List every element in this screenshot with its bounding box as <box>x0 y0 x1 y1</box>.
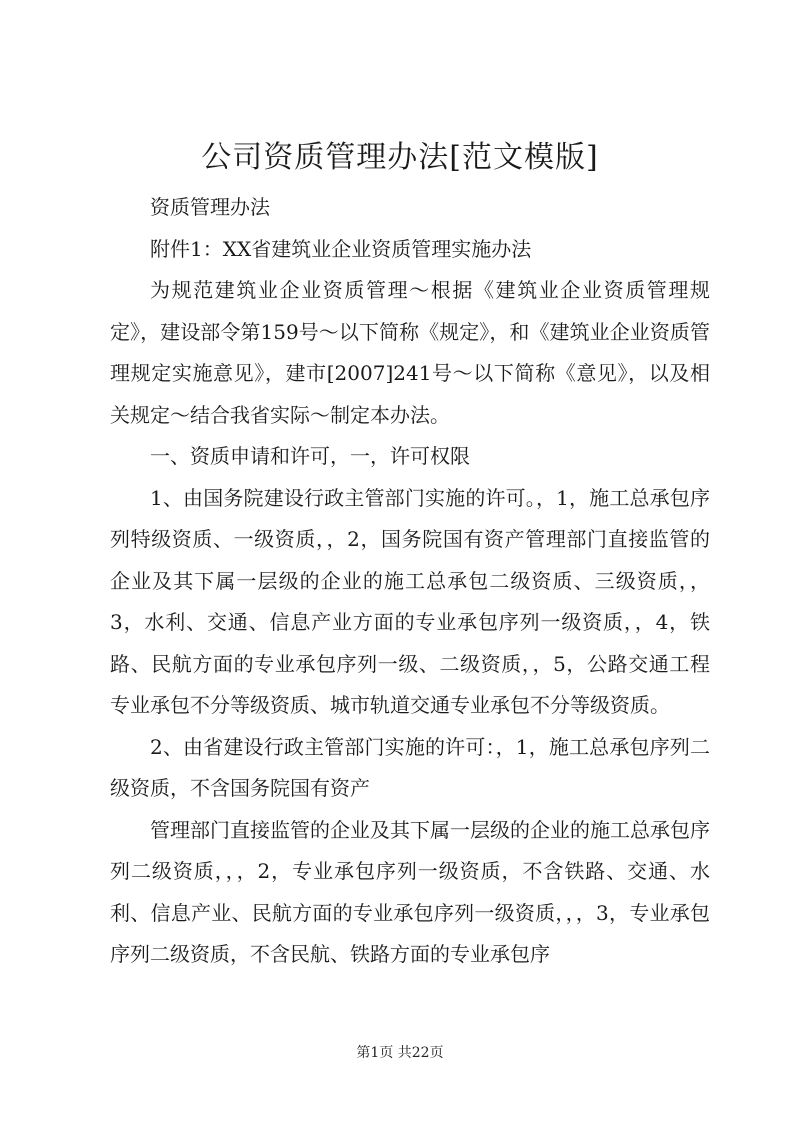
document-body <box>110 187 710 976</box>
document-title: 公司资质管理办法[范文模版] <box>201 140 599 175</box>
paragraph-item-1: 1、由国务院建设行政主管部门实施的许可。，1，施工总承包序列特级资质、一级资质，，2，国务院国有资产管理部门直接监管的企业及其下属一层级的企业的施工总承包二级资质、三级资质，，3，水利、交通、信息产业方面的专业承包序列一级资质，，4，铁路、民航方面的专业承包序列一级、二级资质，，5，公路交通工程专业承包不分等级资质、城市轨道交通专业承包不分等级资质。 <box>110 485 710 717</box>
paragraph-attachment: 附件1：XX省建筑业企业资质管理实施办法 <box>150 236 532 261</box>
paragraph-subtitle: 资质管理办法 <box>150 195 270 219</box>
paragraph-item-2: 2、由省建设行政主管部门实施的许可：，1，施工总承包序列二级资质，不含国务院国有资产 <box>110 734 710 800</box>
paragraph-continuation: 管理部门直接监管的企业及其下属一层级的企业的施工总承包序列二级资质，，，2，专业承包序列一级资质，不含铁路、交通、水利、信息产业、民航方面的专业承包序列一级资质，，，3，专业承包序列二级资质，不含民航、铁路方面的专业承包序 <box>110 817 710 966</box>
section-heading: 一、资质申请和许可，一，许可权限 <box>150 444 470 468</box>
page-footer: 第1页 共22页 <box>356 1045 444 1061</box>
paragraph-preamble: 为规范建筑业企业资质管理～根据《建筑业企业资质管理规定》，建设部令第159号～以下简称《规定》，和《建筑业企业资质管理规定实施意见》，建市[2007]241号～以下简称《意见》，以及相关规定～结合我省实际～制定本办法。 <box>110 278 710 427</box>
